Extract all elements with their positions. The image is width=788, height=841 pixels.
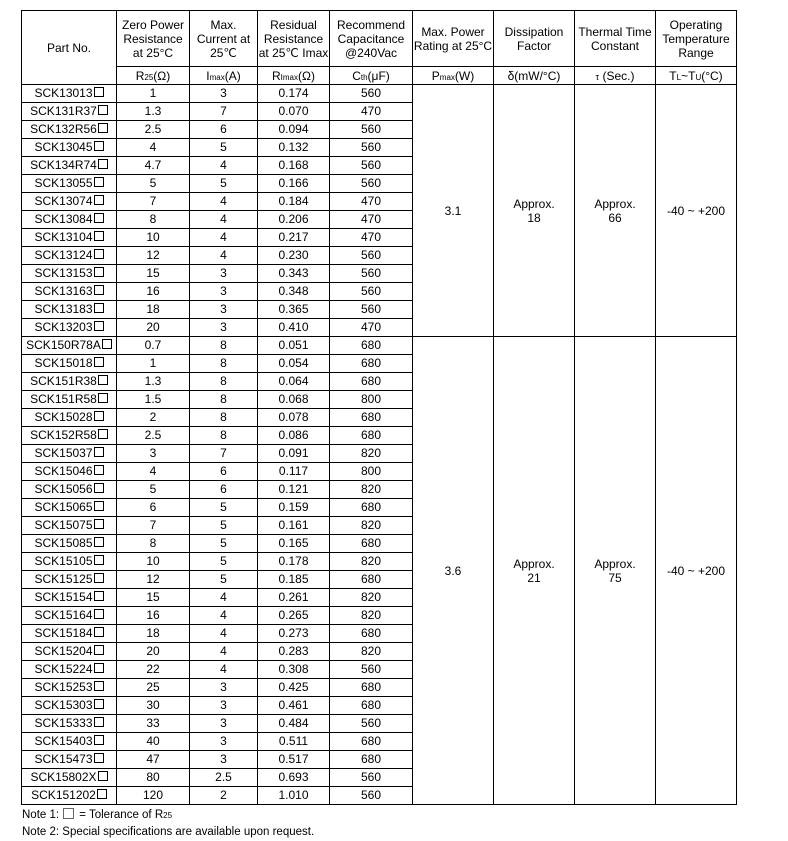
part-number-cell: SCK15473 [22,751,117,769]
spec-sheet [21,10,737,840]
r25-cell: 8 [117,535,190,553]
unit-delta: δ(mW/°C) [494,67,575,85]
tolerance-box-icon [94,285,104,295]
r25-cell: 30 [117,697,190,715]
header-power-rating: Max. Power Rating at 25°C [413,11,494,67]
capacitance-cell: 820 [330,643,413,661]
rimax-cell: 0.206 [258,211,330,229]
part-number-cell: SCK15403 [22,733,117,751]
r25-cell: 1.3 [117,103,190,121]
r25-cell: 20 [117,643,190,661]
capacitance-cell: 820 [330,607,413,625]
rimax-cell: 0.365 [258,301,330,319]
r25-cell: 2.5 [117,427,190,445]
imax-cell: 3 [190,319,258,337]
tolerance-box-icon [94,303,104,313]
header-row [22,11,737,67]
header-residual: Residual Resistance at 25℃ Imax [258,11,330,67]
part-number-cell: SCK13104 [22,229,117,247]
rimax-cell: 0.091 [258,445,330,463]
rimax-cell: 0.348 [258,283,330,301]
imax-cell: 3 [190,265,258,283]
capacitance-cell: 680 [330,733,413,751]
rimax-cell: 0.117 [258,463,330,481]
imax-cell: 6 [190,481,258,499]
tolerance-box-icon [94,735,104,745]
capacitance-cell: 560 [330,769,413,787]
rimax-cell: 0.484 [258,715,330,733]
capacitance-cell: 680 [330,409,413,427]
imax-cell: 3 [190,733,258,751]
part-number-cell: SCK150R78A [22,337,117,355]
rimax-cell: 0.166 [258,175,330,193]
part-number-cell: SCK15204 [22,643,117,661]
capacitance-cell: 680 [330,751,413,769]
rimax-cell: 0.161 [258,517,330,535]
note-1: Note 1: = Tolerance of R25 [22,809,173,821]
tolerance-box-icon [94,717,104,727]
capacitance-cell: 560 [330,175,413,193]
part-number-cell: SCK151R58 [22,391,117,409]
table-body [22,85,737,805]
r25-cell: 18 [117,625,190,643]
capacitance-cell: 820 [330,589,413,607]
capacitance-cell: 470 [330,229,413,247]
r25-cell: 8 [117,211,190,229]
r25-cell: 0.7 [117,337,190,355]
rimax-cell: 0.410 [258,319,330,337]
r25-cell: 5 [117,481,190,499]
tolerance-box-icon [94,321,104,331]
r25-cell: 12 [117,571,190,589]
r25-cell: 40 [117,733,190,751]
tolerance-box-icon [94,249,104,259]
capacitance-cell: 560 [330,283,413,301]
rimax-cell: 0.185 [258,571,330,589]
part-number-cell: SCK13124 [22,247,117,265]
part-number-cell: SCK15224 [22,661,117,679]
part-number-cell: SCK13153 [22,265,117,283]
tolerance-box-icon [94,465,104,475]
imax-cell: 8 [190,373,258,391]
unit-r25: R25(Ω) [117,67,190,85]
imax-cell: 4 [190,625,258,643]
imax-cell: 4 [190,589,258,607]
power-rating-cell: 3.1 [413,85,494,337]
part-number-cell: SCK13084 [22,211,117,229]
part-number-cell: SCK152R58 [22,427,117,445]
rimax-cell: 0.343 [258,265,330,283]
r25-cell: 10 [117,229,190,247]
imax-cell: 3 [190,679,258,697]
capacitance-cell: 800 [330,391,413,409]
table-row [22,337,737,355]
imax-cell: 8 [190,409,258,427]
rimax-cell: 0.283 [258,643,330,661]
r25-cell: 10 [117,553,190,571]
part-number-cell: SCK13074 [22,193,117,211]
rimax-cell: 0.068 [258,391,330,409]
r25-cell: 33 [117,715,190,733]
capacitance-cell: 680 [330,697,413,715]
r25-cell: 1.3 [117,373,190,391]
tolerance-box-icon [94,267,104,277]
rimax-cell: 0.693 [258,769,330,787]
rimax-cell: 0.273 [258,625,330,643]
imax-cell: 8 [190,427,258,445]
part-number-cell: SCK15253 [22,679,117,697]
tolerance-box-icon [94,699,104,709]
capacitance-cell: 820 [330,553,413,571]
rimax-cell: 0.064 [258,373,330,391]
part-number-cell: SCK131R37 [22,103,117,121]
tolerance-box-icon [94,501,104,511]
imax-cell: 4 [190,643,258,661]
capacitance-cell: 680 [330,571,413,589]
part-number-cell: SCK13055 [22,175,117,193]
part-number-cell: SCK13045 [22,139,117,157]
part-number-cell: SCK13013 [22,85,117,103]
imax-cell: 8 [190,337,258,355]
capacitance-cell: 560 [330,661,413,679]
r25-cell: 18 [117,301,190,319]
part-number-cell: SCK151R38 [22,373,117,391]
imax-cell: 4 [190,211,258,229]
tolerance-box-icon [94,411,104,421]
capacitance-cell: 680 [330,355,413,373]
r25-cell: 4 [117,139,190,157]
r25-cell: 20 [117,319,190,337]
rimax-cell: 0.054 [258,355,330,373]
tolerance-box-icon [94,663,104,673]
rimax-cell: 0.159 [258,499,330,517]
imax-cell: 3 [190,697,258,715]
imax-cell: 3 [190,301,258,319]
notes [22,807,737,840]
r25-cell: 2.5 [117,121,190,139]
power-rating-cell: 3.6 [413,337,494,805]
rimax-cell: 0.425 [258,679,330,697]
tolerance-box-icon [94,177,104,187]
part-number-cell: SCK15056 [22,481,117,499]
capacitance-cell: 680 [330,535,413,553]
capacitance-cell: 820 [330,481,413,499]
temp-range-cell: -40 ~ +200 [656,85,737,337]
part-number-cell: SCK15046 [22,463,117,481]
note-2: Note 2: Special specifications are available upon request. [22,826,315,838]
thermal-constant-cell: Approx. 75 [575,337,656,805]
tolerance-box-icon [94,483,104,493]
imax-cell: 2 [190,787,258,805]
r25-cell: 1.5 [117,391,190,409]
r25-cell: 7 [117,517,190,535]
tolerance-box-icon [94,357,104,367]
rimax-cell: 0.511 [258,733,330,751]
capacitance-cell: 470 [330,319,413,337]
rimax-cell: 0.184 [258,193,330,211]
rimax-cell: 0.217 [258,229,330,247]
rimax-cell: 0.078 [258,409,330,427]
tolerance-box-icon [98,429,108,439]
tolerance-box-icon [94,447,104,457]
r25-cell: 1 [117,85,190,103]
part-number-cell: SCK132R56 [22,121,117,139]
part-number-cell: SCK13183 [22,301,117,319]
rimax-cell: 1.010 [258,787,330,805]
capacitance-cell: 560 [330,715,413,733]
part-number-cell: SCK15802X [22,769,117,787]
r25-cell: 22 [117,661,190,679]
dissipation-cell: Approx. 21 [494,337,575,805]
rimax-cell: 0.461 [258,697,330,715]
r25-cell: 80 [117,769,190,787]
rimax-cell: 0.051 [258,337,330,355]
part-number-cell: SCK15333 [22,715,117,733]
tolerance-box-icon [94,591,104,601]
imax-cell: 7 [190,445,258,463]
imax-cell: 5 [190,499,258,517]
tolerance-box-icon [94,555,104,565]
rimax-cell: 0.517 [258,751,330,769]
rimax-cell: 0.308 [258,661,330,679]
capacitance-cell: 800 [330,463,413,481]
imax-cell: 8 [190,391,258,409]
unit-tau: τ (Sec.) [575,67,656,85]
tolerance-box-icon [98,159,108,169]
rimax-cell: 0.230 [258,247,330,265]
imax-cell: 5 [190,571,258,589]
r25-cell: 16 [117,283,190,301]
imax-cell: 6 [190,463,258,481]
part-number-cell: SCK15075 [22,517,117,535]
part-number-cell: SCK13203 [22,319,117,337]
part-number-cell: SCK15028 [22,409,117,427]
capacitance-cell: 680 [330,625,413,643]
part-number-cell: SCK151202 [22,787,117,805]
imax-cell: 5 [190,517,258,535]
imax-cell: 4 [190,607,258,625]
tolerance-box-icon [97,789,107,799]
part-number-cell: SCK15085 [22,535,117,553]
unit-imax: Imax(A) [190,67,258,85]
capacitance-cell: 560 [330,157,413,175]
part-number-cell: SCK15037 [22,445,117,463]
part-number-cell: SCK15105 [22,553,117,571]
tolerance-box-icon [94,609,104,619]
tolerance-box-icon [98,771,108,781]
units-row [22,67,737,85]
rimax-cell: 0.174 [258,85,330,103]
r25-cell: 4.7 [117,157,190,175]
tolerance-box-icon [98,393,108,403]
imax-cell: 7 [190,103,258,121]
tolerance-box-icon [98,375,108,385]
r25-cell: 120 [117,787,190,805]
capacitance-cell: 560 [330,121,413,139]
imax-cell: 4 [190,193,258,211]
capacitance-cell: 680 [330,679,413,697]
r25-cell: 1 [117,355,190,373]
capacitance-cell: 560 [330,247,413,265]
header-dissipation: Dissipation Factor [494,11,575,67]
part-number-cell: SCK15154 [22,589,117,607]
imax-cell: 5 [190,175,258,193]
tolerance-box-icon [63,808,74,819]
r25-cell: 2 [117,409,190,427]
imax-cell: 3 [190,283,258,301]
header-thermal: Thermal Time Constant [575,11,656,67]
r25-cell: 47 [117,751,190,769]
part-number-cell: SCK15065 [22,499,117,517]
tolerance-box-icon [98,105,108,115]
tolerance-box-icon [94,537,104,547]
tolerance-box-icon [98,123,108,133]
rimax-cell: 0.261 [258,589,330,607]
tolerance-box-icon [94,519,104,529]
capacitance-cell: 680 [330,337,413,355]
imax-cell: 8 [190,355,258,373]
part-number-cell: SCK13163 [22,283,117,301]
r25-cell: 4 [117,463,190,481]
unit-pmax: Pmax(W) [413,67,494,85]
r25-cell: 15 [117,265,190,283]
part-number-cell: SCK134R74 [22,157,117,175]
tolerance-box-icon [102,339,112,349]
rimax-cell: 0.132 [258,139,330,157]
imax-cell: 6 [190,121,258,139]
imax-cell: 4 [190,229,258,247]
imax-cell: 4 [190,157,258,175]
r25-cell: 15 [117,589,190,607]
imax-cell: 3 [190,85,258,103]
capacitance-cell: 470 [330,211,413,229]
r25-cell: 25 [117,679,190,697]
tolerance-box-icon [94,213,104,223]
spec-table [21,10,737,805]
imax-cell: 4 [190,247,258,265]
imax-cell: 2.5 [190,769,258,787]
header-zero-power: Zero Power Resistance at 25°C [117,11,190,67]
temp-range-cell: -40 ~ +200 [656,337,737,805]
header-operating: Operating Temperature Range [656,11,737,67]
dissipation-cell: Approx. 18 [494,85,575,337]
rimax-cell: 0.121 [258,481,330,499]
capacitance-cell: 560 [330,301,413,319]
r25-cell: 16 [117,607,190,625]
capacitance-cell: 820 [330,445,413,463]
tolerance-box-icon [94,231,104,241]
tolerance-box-icon [94,195,104,205]
unit-temp: TL~TU(°C) [656,67,737,85]
tolerance-box-icon [94,645,104,655]
unit-rimax: RImax(Ω) [258,67,330,85]
part-number-cell: SCK15018 [22,355,117,373]
part-number-cell: SCK15125 [22,571,117,589]
capacitance-cell: 680 [330,427,413,445]
capacitance-cell: 820 [330,517,413,535]
rimax-cell: 0.070 [258,103,330,121]
tolerance-box-icon [94,681,104,691]
tolerance-box-icon [94,141,104,151]
rimax-cell: 0.165 [258,535,330,553]
capacitance-cell: 470 [330,193,413,211]
tolerance-box-icon [94,753,104,763]
r25-cell: 3 [117,445,190,463]
rimax-cell: 0.178 [258,553,330,571]
capacitance-cell: 560 [330,85,413,103]
rimax-cell: 0.265 [258,607,330,625]
tolerance-box-icon [94,87,104,97]
imax-cell: 5 [190,535,258,553]
capacitance-cell: 560 [330,139,413,157]
r25-cell: 7 [117,193,190,211]
capacitance-cell: 680 [330,373,413,391]
imax-cell: 3 [190,751,258,769]
capacitance-cell: 560 [330,265,413,283]
unit-cth: Cth(μF) [330,67,413,85]
imax-cell: 5 [190,553,258,571]
rimax-cell: 0.086 [258,427,330,445]
r25-cell: 6 [117,499,190,517]
r25-cell: 5 [117,175,190,193]
capacitance-cell: 470 [330,103,413,121]
tolerance-box-icon [94,627,104,637]
part-number-cell: SCK15303 [22,697,117,715]
thermal-constant-cell: Approx. 66 [575,85,656,337]
imax-cell: 3 [190,715,258,733]
header-part-no: Part No. [22,11,117,85]
header-capacitance: Recommend Capacitance @240Vac [330,11,413,67]
rimax-cell: 0.094 [258,121,330,139]
tolerance-box-icon [94,573,104,583]
table-row [22,85,737,103]
header-max-current: Max. Current at 25℃ [190,11,258,67]
rimax-cell: 0.168 [258,157,330,175]
part-number-cell: SCK15184 [22,625,117,643]
imax-cell: 5 [190,139,258,157]
r25-cell: 12 [117,247,190,265]
part-number-cell: SCK15164 [22,607,117,625]
imax-cell: 4 [190,661,258,679]
capacitance-cell: 560 [330,787,413,805]
capacitance-cell: 680 [330,499,413,517]
